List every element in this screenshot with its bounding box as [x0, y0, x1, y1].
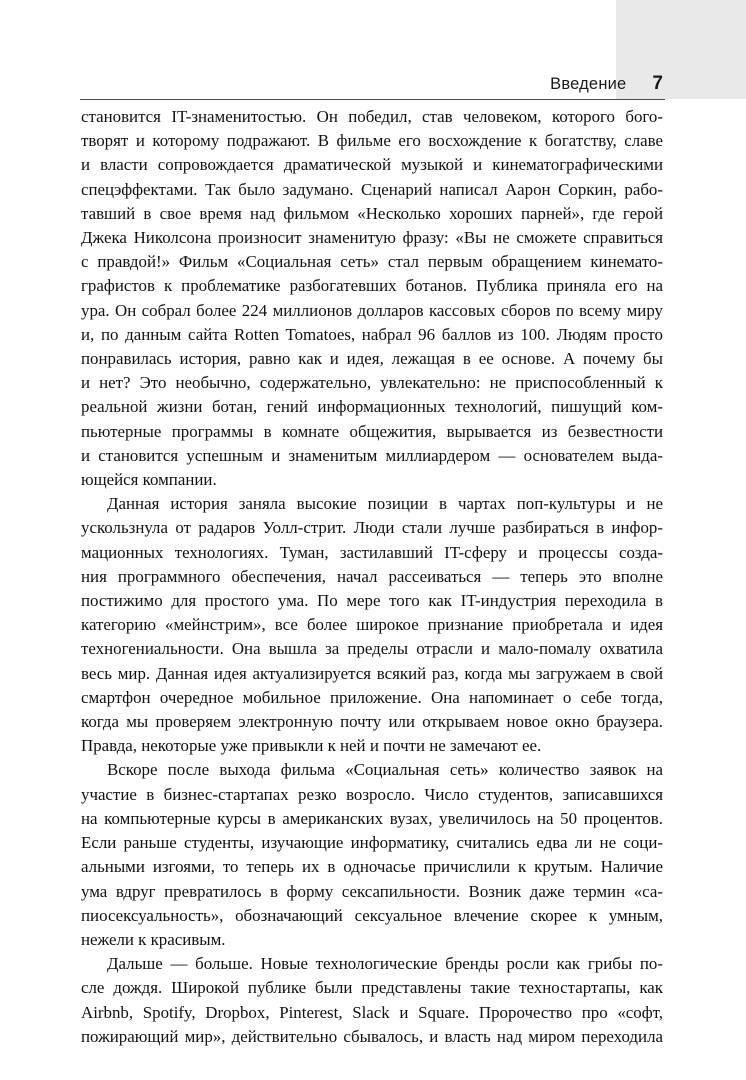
text-line: постижимо для простого ума. По мере того как IT-индустрия переходила в [81, 591, 663, 611]
text-line: Airbnb, Spotify, Dropbox, Pinterest, Slack и Square. Пророчество про «софт, [81, 1002, 663, 1022]
text-line: ния программного обеспечения, начал рассеиваться — теперь это вполне [81, 566, 663, 586]
text-line: ющейся компании. [81, 470, 217, 490]
text-line: Вскоре после выхода фильма «Социальная сеть» количество заявок на [107, 760, 663, 780]
text-line: тавший в свое время над фильмом «Несколько хороших парней», где герой [81, 203, 663, 223]
text-line: смартфон очередное мобильное приложение. Она напоминает о себе тогда, [81, 687, 663, 707]
section-title: Введение [550, 74, 627, 93]
paragraph [81, 758, 663, 952]
text-line: ускользнула от радаров Уолл-стрит. Люди стали лучше разбираться в инфор- [81, 518, 663, 538]
text-line: Правда, некоторые уже привыкли к ней и почти не замечают ее. [81, 736, 542, 756]
text-line: Если раньше студенты, изучающие информатику, считались едва ли не соци- [81, 833, 663, 853]
text-line: и власти сопровождается драматической музыкой и кинематографическими [81, 155, 663, 175]
text-line: понравилась история, равно как и идея, лежащая в ее основе. А почему бы [81, 349, 663, 369]
paragraph [81, 492, 663, 758]
text-line: когда мы проверяем электронную почту или открываем новое окно браузера. [81, 712, 663, 732]
text-line: Дальше — больше. Новые технологические бренды росли как грибы по- [107, 954, 663, 974]
text-line: пожирающий мир», действительно сбывалось, и власть над миром переходила [81, 1026, 663, 1046]
text-line: Джека Николсона произносит знаменитую фразу: «Вы не сможете справиться [81, 228, 663, 248]
text-line: пьютерные программы в комнате общежития, вырывается из безвестности [81, 421, 663, 441]
text-line: сле дождя. Широкой публике были представлены такие техностартапы, как [81, 978, 663, 998]
text-line: категорию «мейнстрим», все более широкое признание приобретала и идея [81, 615, 663, 635]
text-line: становится IT-знаменитостью. Он победил, став человеком, которого бого- [81, 107, 663, 126]
text-line: альными изгоями, то теперь их в одночасье причислили к крутым. Наличие [81, 857, 663, 877]
text-line: Данная история заняла высокие позиции в чартах поп-культуры и не [107, 494, 663, 514]
text-line: мационных технологиях. Туман, застилавший IT-сферу и процессы созда- [81, 542, 663, 562]
paragraph [81, 105, 663, 492]
header-divider [80, 99, 665, 100]
text-line: ура. Он собрал более 224 миллионов долларов кассовых сборов по всему миру [81, 300, 663, 320]
text-line: весь мир. Данная идея актуализируется всякий раз, когда мы загружаем в свой [81, 663, 663, 683]
text-line: и, по данным сайта Rotten Tomatoes, набрал 96 баллов из 100. Людям просто [81, 324, 663, 344]
text-line: графистов к проблематике разбогатевших ботанов. Публика приняла его на [81, 276, 663, 296]
running-header [0, 72, 663, 96]
text-line: участие в бизнес-стартапах резко возросло. Число студентов, записавшихся [81, 784, 663, 804]
text-line: с правдой!» Фильм «Социальная сеть» стал первым обращением кинемато- [81, 252, 663, 272]
text-line: нежели к красивым. [81, 929, 226, 949]
text-line: и нет? Это необычно, содержательно, увлекательно: не приспособленный к [81, 373, 663, 393]
paragraph [81, 952, 663, 1049]
text-line: пиосексуальность», обозначающий сексуальное влечение скорее к умным, [81, 905, 663, 925]
text-line: творят и которому подражают. В фильме его восхождение к богатству, славе [81, 131, 663, 151]
text-line: ума вдруг превратилось в форму сексапильности. Возник даже термин «са- [81, 881, 663, 901]
text-line: спецэффектами. Так было задумано. Сценарий написал Аарон Соркин, рабо- [81, 179, 663, 199]
body-text [81, 105, 663, 1049]
text-line: и становится успешным и знаменитым миллиардером — основателем выда- [81, 445, 663, 465]
page-number: 7 [652, 73, 663, 94]
text-line: на компьютерные курсы в американских вузах, увеличилось на 50 процентов. [81, 808, 663, 828]
text-line: реальной жизни ботан, гений информационных технологий, пишущий ком- [81, 397, 663, 417]
text-line: техногениальности. Она вышла за пределы отрасли и мало-помалу охватила [81, 639, 663, 659]
